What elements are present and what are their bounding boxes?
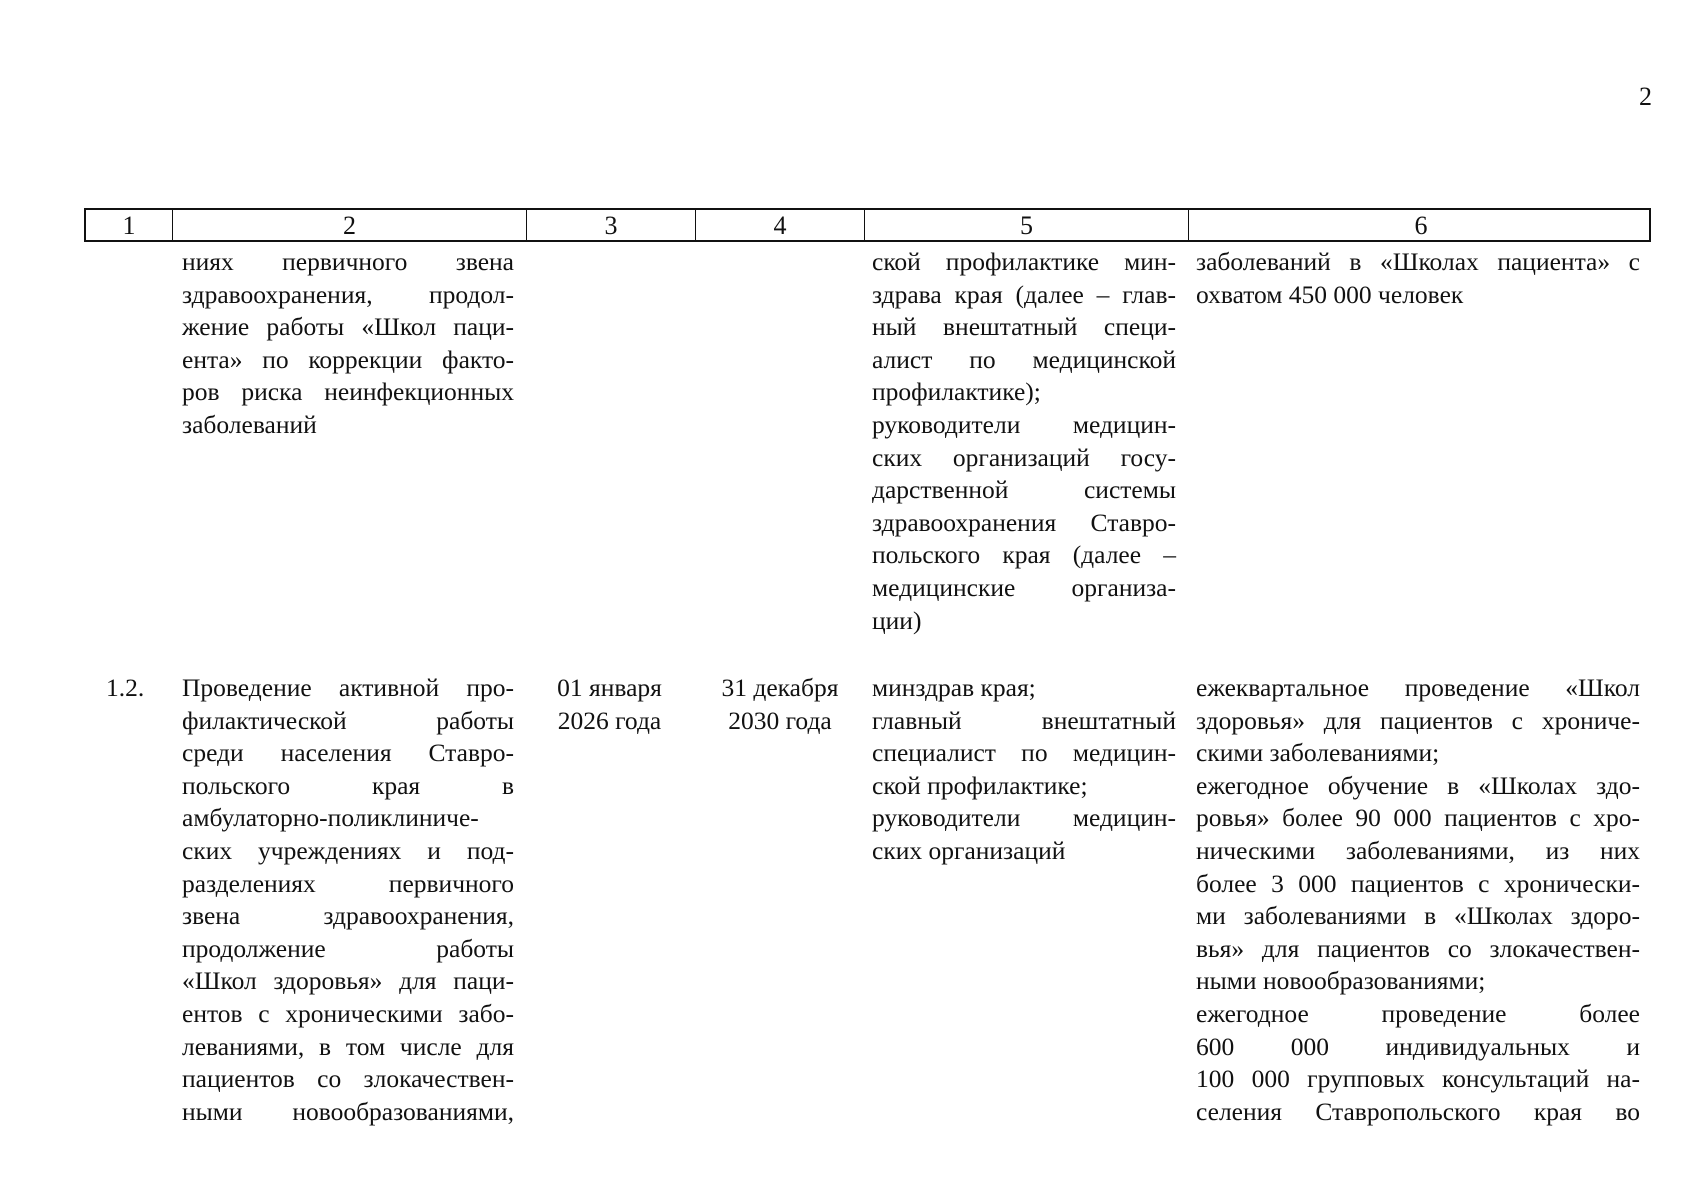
text-line: ских организаций [872,835,1066,865]
text-line: пациентов со злокачествен- [182,1064,514,1094]
text-line: ническими заболеваниями, из них [1196,835,1640,865]
header-col-5: 5 [864,210,1188,242]
text-line: ровья» более 90 000 пациентов с хро- [1196,803,1640,833]
text-line: здравоохранения, продол- [182,279,514,309]
text-line: польского края (далее – [872,540,1176,570]
text-line: минздрав края; [872,673,1036,702]
text-line: 2030 года [728,705,832,735]
text-line: продолжение работы [182,933,514,963]
text-line: здравоохранения Ставро- [872,507,1176,537]
text-line: ежегодное проведение более [1196,998,1640,1028]
text-line: более 3 000 пациентов с хронически- [1196,868,1640,898]
text-line: алист по медицинской [872,344,1176,374]
row2-col3-start-date [532,672,687,737]
row2-col2-text [182,672,514,1128]
text-line: вья» для пациентов со злокачествен- [1196,933,1640,963]
text-line: здоровья» для пациентов с хрониче- [1196,705,1640,735]
text-line: разделениях первичного [182,868,514,898]
text-line: медицинские организа- [872,572,1176,602]
text-line: ской профилактике мин- [872,247,1176,276]
text-line: ными новообразованиями, [182,1096,514,1126]
text-line: ниях первичного звена [182,247,514,276]
text-line: ских организаций госу- [872,442,1176,472]
text-line: «Школ здоровья» для паци- [182,966,514,996]
text-line: ции) [872,605,922,635]
text-line: филактической работы [182,705,514,735]
row1-col5-text [872,246,1176,637]
text-line: ными новообразованиями; [1196,966,1486,996]
row1-col6-text [1196,246,1640,311]
row1-col2-text [182,246,514,442]
header-col-3: 3 [526,210,695,242]
text-line: руководители медицин- [872,409,1176,439]
text-line: 31 декабря [721,673,839,702]
text-line: заболеваний в «Школах пациента» с [1196,247,1640,276]
row2-col4-end-date [700,672,860,737]
text-line: ежеквартальное проведение «Школ [1196,673,1640,702]
row2-col5-text [872,672,1176,868]
text-line: скими заболеваниями; [1196,738,1440,768]
text-line: ских учреждениях и под- [182,835,514,865]
text-line: ежегодное обучение в «Школах здо- [1196,770,1640,800]
text-line: ный внештатный специ- [872,312,1176,342]
text-line: ентов с хроническими забо- [182,998,514,1028]
text-line: специалист по медицин- [872,738,1176,768]
page-number: 2 [1639,82,1652,111]
text-line: дарственной системы [872,475,1176,505]
text-line: охватом 450 000 человек [1196,279,1464,309]
text-line: 600 000 индивидуальных и [1196,1031,1640,1061]
text-line: селения Ставропольского края во [1196,1096,1640,1126]
table-header [84,208,1651,242]
text-line: руководители медицин- [872,803,1176,833]
text-line: ми заболеваниями в «Школах здоро- [1196,901,1640,931]
text-line: ров риска неинфекционных [182,377,514,407]
text-line: ской профилактике; [872,770,1088,800]
text-line: 01 января [557,673,662,702]
text-line: главный внештатный [872,705,1176,735]
text-line: среди населения Ставро- [182,738,514,768]
text-line: звена здравоохранения, [182,901,514,931]
text-line: профилактике); [872,377,1041,407]
row2-col6-text [1196,672,1640,1128]
text-line: амбулаторно-поликлиниче- [182,803,479,833]
header-col-2: 2 [172,210,526,242]
header-col-4: 4 [695,210,864,242]
text-line: 2026 года [557,705,662,735]
text-line: жение работы «Школ паци- [182,312,514,342]
text-line: леваниями, в том числе для [182,1031,514,1061]
row2-number: 1.2. [106,673,145,702]
text-line: Проведение активной про- [182,673,514,702]
text-line: здрава края (далее – глав- [872,279,1176,309]
text-line: 100 000 групповых консультаций на- [1196,1064,1640,1094]
text-line: польского края в [182,770,514,800]
header-col-6: 6 [1188,210,1653,242]
header-col-1: 1 [122,211,136,240]
text-line: ента» по коррекции факто- [182,344,514,374]
text-line: заболеваний [182,409,317,439]
